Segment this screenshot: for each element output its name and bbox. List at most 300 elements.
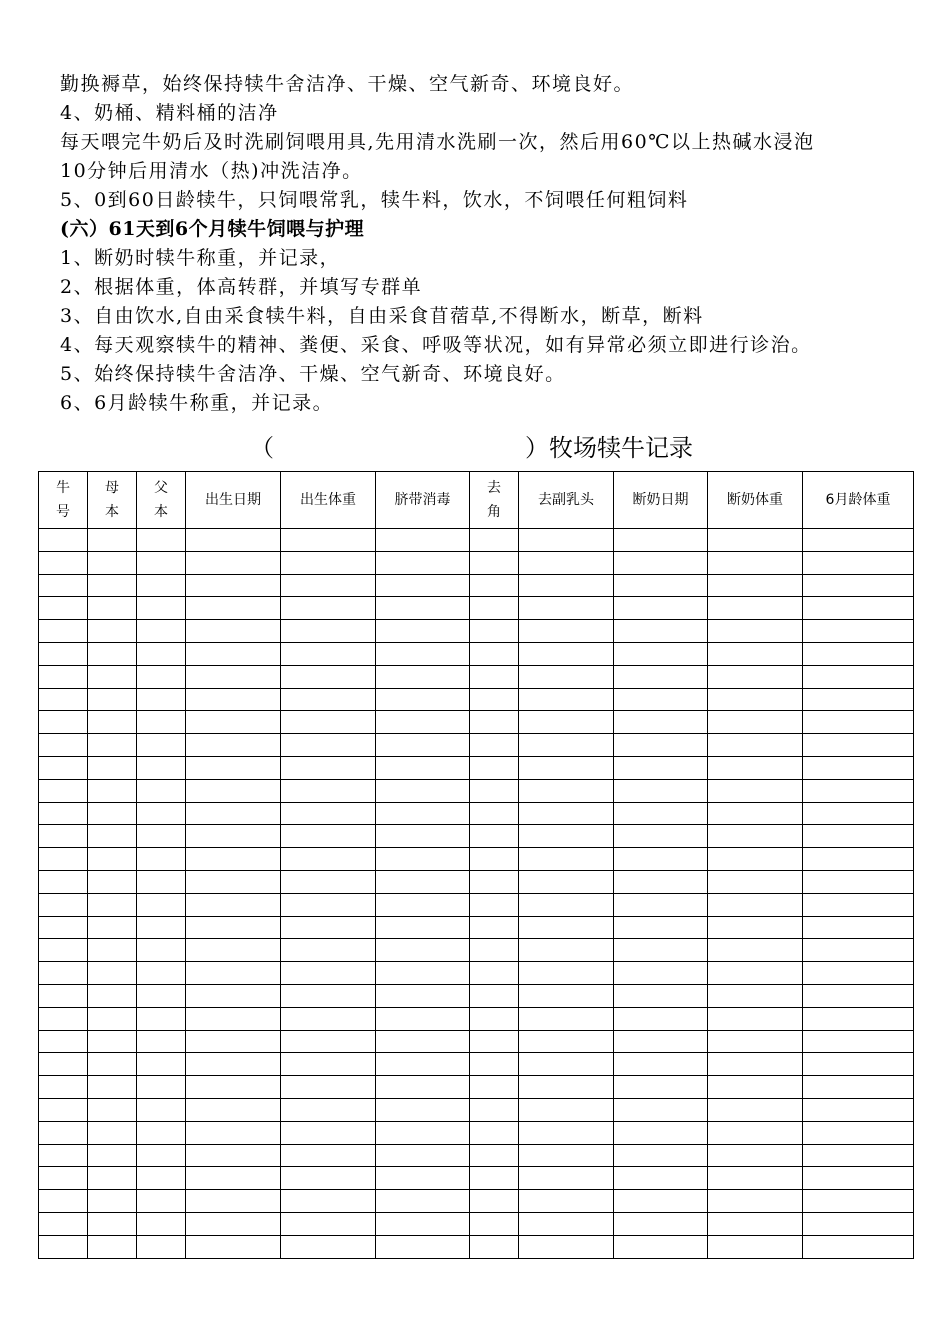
table-cell[interactable] — [39, 642, 88, 665]
table-cell[interactable] — [186, 734, 281, 757]
table-cell[interactable] — [470, 734, 519, 757]
table-cell[interactable] — [708, 665, 803, 688]
table-cell[interactable] — [281, 1098, 376, 1121]
table-cell[interactable] — [186, 802, 281, 825]
table-cell[interactable] — [519, 529, 614, 552]
table-cell[interactable] — [803, 688, 914, 711]
table-cell[interactable] — [470, 1030, 519, 1053]
table-cell[interactable] — [803, 711, 914, 734]
table-cell[interactable] — [137, 893, 186, 916]
table-cell[interactable] — [470, 802, 519, 825]
table-cell[interactable] — [186, 642, 281, 665]
table-cell[interactable] — [88, 756, 137, 779]
table-cell[interactable] — [186, 1167, 281, 1190]
table-cell[interactable] — [88, 962, 137, 985]
table-cell[interactable] — [519, 756, 614, 779]
table-cell[interactable] — [519, 1007, 614, 1030]
table-cell[interactable] — [39, 574, 88, 597]
table-cell[interactable] — [281, 893, 376, 916]
table-cell[interactable] — [88, 1190, 137, 1213]
table-cell[interactable] — [519, 802, 614, 825]
table-cell[interactable] — [39, 1144, 88, 1167]
table-cell[interactable] — [803, 1076, 914, 1099]
table-cell[interactable] — [708, 642, 803, 665]
table-cell[interactable] — [88, 574, 137, 597]
table-cell[interactable] — [281, 597, 376, 620]
table-cell[interactable] — [88, 1007, 137, 1030]
table-cell[interactable] — [186, 779, 281, 802]
table-cell[interactable] — [470, 984, 519, 1007]
table-cell[interactable] — [376, 734, 470, 757]
table-cell[interactable] — [88, 529, 137, 552]
table-cell[interactable] — [519, 1030, 614, 1053]
table-cell[interactable] — [708, 1030, 803, 1053]
table-cell[interactable] — [281, 529, 376, 552]
table-cell[interactable] — [281, 870, 376, 893]
table-cell[interactable] — [88, 1235, 137, 1258]
table-cell[interactable] — [88, 1144, 137, 1167]
table-cell[interactable] — [186, 1030, 281, 1053]
table-cell[interactable] — [137, 825, 186, 848]
table-cell[interactable] — [519, 939, 614, 962]
table-cell[interactable] — [39, 870, 88, 893]
table-cell[interactable] — [137, 916, 186, 939]
table-cell[interactable] — [39, 939, 88, 962]
table-cell[interactable] — [803, 756, 914, 779]
table-cell[interactable] — [614, 1053, 708, 1076]
table-cell[interactable] — [803, 1167, 914, 1190]
table-cell[interactable] — [470, 1144, 519, 1167]
table-cell[interactable] — [803, 1098, 914, 1121]
table-cell[interactable] — [519, 665, 614, 688]
table-cell[interactable] — [376, 1144, 470, 1167]
table-cell[interactable] — [88, 1121, 137, 1144]
table-cell[interactable] — [281, 1167, 376, 1190]
table-cell[interactable] — [88, 711, 137, 734]
table-cell[interactable] — [281, 1053, 376, 1076]
table-cell[interactable] — [186, 1121, 281, 1144]
table-cell[interactable] — [137, 1121, 186, 1144]
table-cell[interactable] — [708, 597, 803, 620]
table-cell[interactable] — [281, 1144, 376, 1167]
table-cell[interactable] — [614, 802, 708, 825]
table-cell[interactable] — [88, 688, 137, 711]
table-cell[interactable] — [281, 779, 376, 802]
table-cell[interactable] — [519, 848, 614, 871]
table-cell[interactable] — [376, 1190, 470, 1213]
table-cell[interactable] — [281, 1076, 376, 1099]
table-cell[interactable] — [186, 962, 281, 985]
table-cell[interactable] — [88, 1053, 137, 1076]
table-cell[interactable] — [614, 642, 708, 665]
table-cell[interactable] — [470, 939, 519, 962]
table-cell[interactable] — [88, 642, 137, 665]
table-cell[interactable] — [708, 893, 803, 916]
table-cell[interactable] — [376, 711, 470, 734]
table-cell[interactable] — [708, 1190, 803, 1213]
table-cell[interactable] — [137, 597, 186, 620]
table-cell[interactable] — [614, 1076, 708, 1099]
table-cell[interactable] — [708, 916, 803, 939]
table-cell[interactable] — [281, 916, 376, 939]
table-cell[interactable] — [88, 825, 137, 848]
table-cell[interactable] — [614, 962, 708, 985]
table-cell[interactable] — [614, 665, 708, 688]
table-cell[interactable] — [470, 1235, 519, 1258]
table-cell[interactable] — [39, 734, 88, 757]
table-cell[interactable] — [88, 984, 137, 1007]
table-cell[interactable] — [519, 779, 614, 802]
table-cell[interactable] — [614, 597, 708, 620]
table-cell[interactable] — [137, 962, 186, 985]
table-cell[interactable] — [281, 802, 376, 825]
table-cell[interactable] — [39, 1007, 88, 1030]
table-cell[interactable] — [39, 825, 88, 848]
table-cell[interactable] — [137, 848, 186, 871]
table-cell[interactable] — [137, 984, 186, 1007]
table-cell[interactable] — [39, 665, 88, 688]
table-cell[interactable] — [803, 779, 914, 802]
table-cell[interactable] — [803, 1030, 914, 1053]
table-cell[interactable] — [39, 1030, 88, 1053]
table-cell[interactable] — [137, 665, 186, 688]
table-cell[interactable] — [39, 756, 88, 779]
table-cell[interactable] — [614, 756, 708, 779]
table-cell[interactable] — [803, 802, 914, 825]
table-cell[interactable] — [39, 802, 88, 825]
table-cell[interactable] — [519, 734, 614, 757]
table-cell[interactable] — [376, 870, 470, 893]
table-cell[interactable] — [281, 620, 376, 643]
table-cell[interactable] — [470, 870, 519, 893]
table-cell[interactable] — [470, 1190, 519, 1213]
table-cell[interactable] — [614, 1144, 708, 1167]
table-cell[interactable] — [470, 962, 519, 985]
table-cell[interactable] — [519, 825, 614, 848]
table-cell[interactable] — [708, 1144, 803, 1167]
table-cell[interactable] — [803, 574, 914, 597]
table-cell[interactable] — [137, 1053, 186, 1076]
table-cell[interactable] — [614, 620, 708, 643]
table-cell[interactable] — [708, 1053, 803, 1076]
table-cell[interactable] — [186, 1144, 281, 1167]
table-cell[interactable] — [376, 1053, 470, 1076]
table-cell[interactable] — [39, 1235, 88, 1258]
table-cell[interactable] — [376, 551, 470, 574]
table-cell[interactable] — [614, 551, 708, 574]
table-cell[interactable] — [281, 939, 376, 962]
table-cell[interactable] — [137, 529, 186, 552]
table-cell[interactable] — [376, 848, 470, 871]
table-cell[interactable] — [708, 962, 803, 985]
table-cell[interactable] — [88, 916, 137, 939]
table-cell[interactable] — [519, 1212, 614, 1235]
table-cell[interactable] — [803, 529, 914, 552]
table-cell[interactable] — [614, 1030, 708, 1053]
table-cell[interactable] — [281, 848, 376, 871]
table-cell[interactable] — [376, 779, 470, 802]
table-cell[interactable] — [614, 1121, 708, 1144]
table-cell[interactable] — [803, 893, 914, 916]
table-cell[interactable] — [614, 893, 708, 916]
table-cell[interactable] — [88, 551, 137, 574]
table-cell[interactable] — [137, 642, 186, 665]
table-cell[interactable] — [803, 916, 914, 939]
table-cell[interactable] — [470, 665, 519, 688]
table-cell[interactable] — [803, 825, 914, 848]
table-cell[interactable] — [803, 734, 914, 757]
table-cell[interactable] — [186, 1007, 281, 1030]
table-cell[interactable] — [708, 825, 803, 848]
table-cell[interactable] — [39, 1121, 88, 1144]
table-cell[interactable] — [186, 1235, 281, 1258]
table-cell[interactable] — [376, 939, 470, 962]
table-cell[interactable] — [186, 597, 281, 620]
table-cell[interactable] — [708, 779, 803, 802]
table-cell[interactable] — [376, 574, 470, 597]
table-cell[interactable] — [281, 734, 376, 757]
table-cell[interactable] — [281, 756, 376, 779]
table-cell[interactable] — [470, 916, 519, 939]
table-cell[interactable] — [708, 1212, 803, 1235]
table-cell[interactable] — [39, 916, 88, 939]
table-cell[interactable] — [470, 711, 519, 734]
table-cell[interactable] — [470, 1121, 519, 1144]
table-cell[interactable] — [614, 1235, 708, 1258]
table-cell[interactable] — [137, 1007, 186, 1030]
table-cell[interactable] — [470, 1212, 519, 1235]
table-cell[interactable] — [88, 620, 137, 643]
table-cell[interactable] — [88, 665, 137, 688]
table-cell[interactable] — [708, 529, 803, 552]
table-cell[interactable] — [614, 1190, 708, 1213]
table-cell[interactable] — [186, 1190, 281, 1213]
table-cell[interactable] — [519, 916, 614, 939]
table-cell[interactable] — [470, 1007, 519, 1030]
table-cell[interactable] — [803, 665, 914, 688]
table-cell[interactable] — [708, 802, 803, 825]
table-cell[interactable] — [519, 1144, 614, 1167]
table-cell[interactable] — [470, 688, 519, 711]
table-cell[interactable] — [470, 642, 519, 665]
table-cell[interactable] — [376, 597, 470, 620]
table-cell[interactable] — [470, 756, 519, 779]
table-cell[interactable] — [519, 620, 614, 643]
table-cell[interactable] — [281, 665, 376, 688]
table-cell[interactable] — [281, 688, 376, 711]
table-cell[interactable] — [470, 825, 519, 848]
table-cell[interactable] — [186, 1076, 281, 1099]
table-cell[interactable] — [186, 574, 281, 597]
table-cell[interactable] — [88, 1212, 137, 1235]
table-cell[interactable] — [708, 984, 803, 1007]
table-cell[interactable] — [470, 574, 519, 597]
table-cell[interactable] — [137, 870, 186, 893]
table-cell[interactable] — [186, 551, 281, 574]
table-cell[interactable] — [376, 1030, 470, 1053]
table-cell[interactable] — [519, 1076, 614, 1099]
table-cell[interactable] — [39, 962, 88, 985]
table-cell[interactable] — [708, 711, 803, 734]
table-cell[interactable] — [803, 1212, 914, 1235]
table-cell[interactable] — [186, 620, 281, 643]
table-cell[interactable] — [39, 688, 88, 711]
table-cell[interactable] — [88, 734, 137, 757]
table-cell[interactable] — [519, 551, 614, 574]
table-cell[interactable] — [137, 1190, 186, 1213]
table-cell[interactable] — [137, 939, 186, 962]
table-cell[interactable] — [708, 870, 803, 893]
table-cell[interactable] — [186, 825, 281, 848]
table-cell[interactable] — [137, 551, 186, 574]
table-cell[interactable] — [281, 1007, 376, 1030]
table-cell[interactable] — [186, 1212, 281, 1235]
table-cell[interactable] — [803, 1053, 914, 1076]
table-cell[interactable] — [614, 779, 708, 802]
table-cell[interactable] — [519, 962, 614, 985]
table-cell[interactable] — [803, 848, 914, 871]
table-cell[interactable] — [281, 825, 376, 848]
table-cell[interactable] — [614, 984, 708, 1007]
table-cell[interactable] — [376, 962, 470, 985]
table-cell[interactable] — [186, 688, 281, 711]
table-cell[interactable] — [39, 620, 88, 643]
table-cell[interactable] — [708, 574, 803, 597]
table-cell[interactable] — [614, 734, 708, 757]
table-cell[interactable] — [281, 574, 376, 597]
table-cell[interactable] — [281, 1121, 376, 1144]
table-cell[interactable] — [88, 848, 137, 871]
table-cell[interactable] — [39, 1098, 88, 1121]
table-cell[interactable] — [470, 1053, 519, 1076]
table-cell[interactable] — [708, 1098, 803, 1121]
table-cell[interactable] — [614, 939, 708, 962]
table-cell[interactable] — [376, 825, 470, 848]
table-cell[interactable] — [708, 939, 803, 962]
table-cell[interactable] — [376, 756, 470, 779]
table-cell[interactable] — [376, 1212, 470, 1235]
table-cell[interactable] — [88, 1098, 137, 1121]
table-cell[interactable] — [376, 529, 470, 552]
table-cell[interactable] — [519, 1098, 614, 1121]
table-cell[interactable] — [376, 642, 470, 665]
table-cell[interactable] — [186, 711, 281, 734]
table-cell[interactable] — [470, 848, 519, 871]
table-cell[interactable] — [39, 529, 88, 552]
table-cell[interactable] — [470, 529, 519, 552]
table-cell[interactable] — [376, 802, 470, 825]
table-cell[interactable] — [137, 1235, 186, 1258]
table-cell[interactable] — [519, 870, 614, 893]
table-cell[interactable] — [708, 848, 803, 871]
table-cell[interactable] — [803, 642, 914, 665]
table-cell[interactable] — [39, 597, 88, 620]
table-cell[interactable] — [470, 551, 519, 574]
table-cell[interactable] — [614, 1167, 708, 1190]
table-cell[interactable] — [137, 1167, 186, 1190]
table-cell[interactable] — [186, 870, 281, 893]
table-cell[interactable] — [519, 574, 614, 597]
table-cell[interactable] — [137, 688, 186, 711]
table-cell[interactable] — [88, 1167, 137, 1190]
table-cell[interactable] — [137, 756, 186, 779]
table-cell[interactable] — [803, 984, 914, 1007]
table-cell[interactable] — [519, 711, 614, 734]
table-cell[interactable] — [281, 984, 376, 1007]
table-cell[interactable] — [186, 529, 281, 552]
table-cell[interactable] — [137, 734, 186, 757]
table-cell[interactable] — [803, 1235, 914, 1258]
table-cell[interactable] — [614, 1212, 708, 1235]
table-cell[interactable] — [376, 1121, 470, 1144]
table-cell[interactable] — [708, 734, 803, 757]
table-cell[interactable] — [376, 665, 470, 688]
table-cell[interactable] — [708, 1076, 803, 1099]
table-cell[interactable] — [803, 1007, 914, 1030]
table-cell[interactable] — [803, 551, 914, 574]
table-cell[interactable] — [614, 825, 708, 848]
table-cell[interactable] — [137, 711, 186, 734]
table-cell[interactable] — [708, 1235, 803, 1258]
table-cell[interactable] — [803, 962, 914, 985]
table-cell[interactable] — [186, 893, 281, 916]
table-cell[interactable] — [281, 642, 376, 665]
table-cell[interactable] — [376, 688, 470, 711]
table-cell[interactable] — [519, 1190, 614, 1213]
table-cell[interactable] — [708, 1121, 803, 1144]
table-cell[interactable] — [186, 756, 281, 779]
table-cell[interactable] — [88, 802, 137, 825]
table-cell[interactable] — [803, 620, 914, 643]
table-cell[interactable] — [470, 620, 519, 643]
table-cell[interactable] — [137, 1030, 186, 1053]
table-cell[interactable] — [519, 1053, 614, 1076]
table-cell[interactable] — [376, 1007, 470, 1030]
table-cell[interactable] — [376, 1098, 470, 1121]
table-cell[interactable] — [186, 848, 281, 871]
table-cell[interactable] — [803, 870, 914, 893]
table-cell[interactable] — [519, 688, 614, 711]
table-cell[interactable] — [803, 939, 914, 962]
table-cell[interactable] — [39, 1167, 88, 1190]
table-cell[interactable] — [281, 962, 376, 985]
table-cell[interactable] — [186, 984, 281, 1007]
table-cell[interactable] — [708, 756, 803, 779]
table-cell[interactable] — [88, 1076, 137, 1099]
table-cell[interactable] — [39, 848, 88, 871]
table-cell[interactable] — [88, 870, 137, 893]
table-cell[interactable] — [281, 1030, 376, 1053]
table-cell[interactable] — [376, 1076, 470, 1099]
table-cell[interactable] — [137, 620, 186, 643]
table-cell[interactable] — [614, 848, 708, 871]
table-cell[interactable] — [470, 893, 519, 916]
table-cell[interactable] — [519, 984, 614, 1007]
table-cell[interactable] — [39, 893, 88, 916]
table-cell[interactable] — [614, 688, 708, 711]
table-cell[interactable] — [614, 916, 708, 939]
table-cell[interactable] — [186, 665, 281, 688]
table-cell[interactable] — [519, 1167, 614, 1190]
table-cell[interactable] — [39, 1053, 88, 1076]
table-cell[interactable] — [614, 574, 708, 597]
table-cell[interactable] — [803, 1190, 914, 1213]
table-cell[interactable] — [137, 1076, 186, 1099]
table-cell[interactable] — [519, 1235, 614, 1258]
table-cell[interactable] — [376, 1235, 470, 1258]
table-cell[interactable] — [281, 1212, 376, 1235]
table-cell[interactable] — [614, 1098, 708, 1121]
